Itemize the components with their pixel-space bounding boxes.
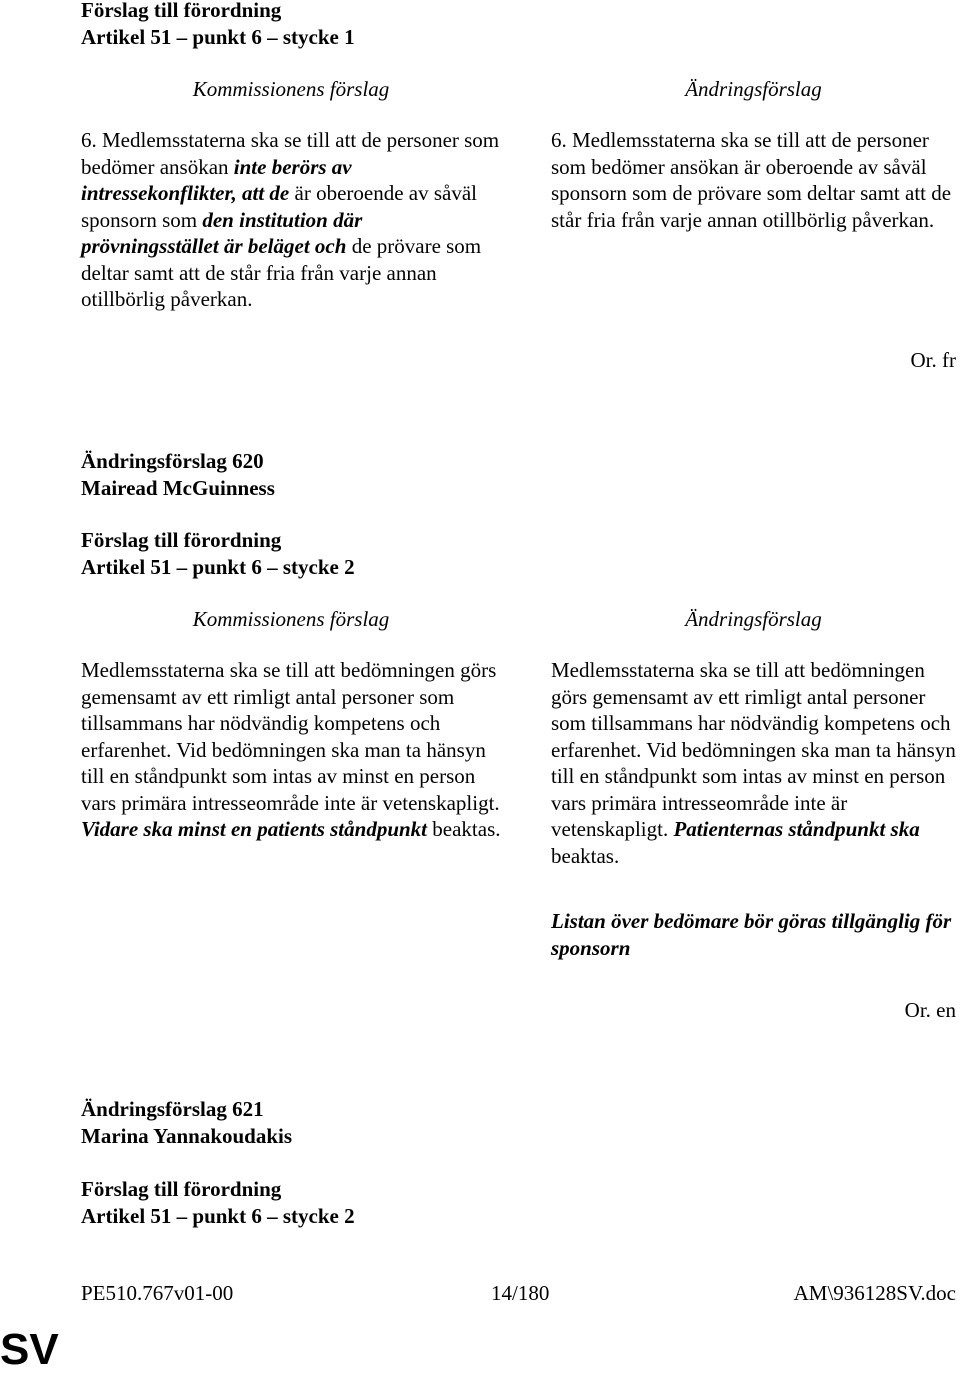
amendment-text: 6. Medlemsstaterna ska se till att de personer som bedömer ansökan är oberoende av såväl sponsorn som de prövare som deltar samt att de står fria från varje annan otillbörlig påverkan. [551, 128, 952, 232]
amendment-text [551, 657, 956, 869]
text-segment: beaktas. [551, 843, 620, 868]
commission-column-header: Kommissionens förslag [192, 77, 390, 101]
amendment-column-header: Ändringsförslag [685, 607, 822, 631]
deleted-text: inte berörs av intressekonflikter, att de [81, 154, 352, 205]
language-code: SV [0, 1325, 59, 1374]
text-segment: de prövare som deltar samt att de står fria från varje annan otillbörlig påverkan. [81, 234, 482, 311]
proposal-heading: Förslag till förordning [81, 528, 282, 552]
text-segment: Medlemsstaterna ska se till att bedömningen görs gemensamt av ett rimligt antal personer som tillsammans har nödvändig kompetens och erfarenhet. Vid bedömningen ska man ta hänsyn till en ståndpunkt som intas av minst en person vars primära intresseområde inte är vetenskapligt. [81, 658, 500, 815]
deleted-text: den institution där prövningsstället är beläget och [81, 207, 363, 258]
commission-text [81, 657, 501, 843]
added-paragraph: Listan över bedömare bör göras tillgänglig för sponsorn [551, 909, 952, 960]
text-segment: beaktas. [427, 817, 501, 841]
commission-column-header: Kommissionens förslag [192, 607, 390, 631]
proposal-heading: Förslag till förordning [81, 0, 282, 22]
original-language: Or. en [904, 998, 956, 1022]
article-reference: Artikel 51 – punkt 6 – stycke 2 [81, 555, 355, 579]
article-reference: Artikel 51 – punkt 6 – stycke 2 [81, 1204, 355, 1228]
text-segment: Medlemsstaterna ska se till att bedömningen görs gemensamt av ett rimligt antal personer som tillsammans har nödvändig kompetens och erfarenhet. Vid bedömningen ska man ta hänsyn till en ståndpunkt som intas av minst en person vars primära intresseområde inte är vetenskapligt. [551, 658, 956, 841]
amendment-column-header: Ändringsförslag [685, 77, 822, 101]
proposal-heading: Förslag till förordning [81, 1177, 282, 1201]
footer-reference: PE510.767v01-00 [81, 1281, 234, 1305]
added-text: Patienternas ståndpunkt ska [673, 817, 920, 841]
amendment-author: Marina Yannakoudakis [81, 1124, 293, 1148]
page-number: 14/180 [491, 1281, 550, 1305]
article-reference: Artikel 51 – punkt 6 – stycke 1 [81, 25, 355, 49]
deleted-text: Vidare ska minst en patients ståndpunkt [81, 817, 428, 841]
original-language: Or. fr [910, 348, 956, 372]
amendment-author: Mairead McGuinness [81, 476, 275, 500]
commission-text [81, 127, 501, 313]
document-filename: AM\936128SV.doc [793, 1281, 956, 1305]
text-segment: 6. Medlemsstaterna ska se till att de personer som bedömer ansökan [81, 128, 500, 179]
amendment-title: Ändringsförslag 621 [81, 1097, 264, 1121]
text-segment: är oberoende av såväl sponsorn som [81, 181, 478, 232]
amendment-title: Ändringsförslag 620 [81, 449, 264, 473]
